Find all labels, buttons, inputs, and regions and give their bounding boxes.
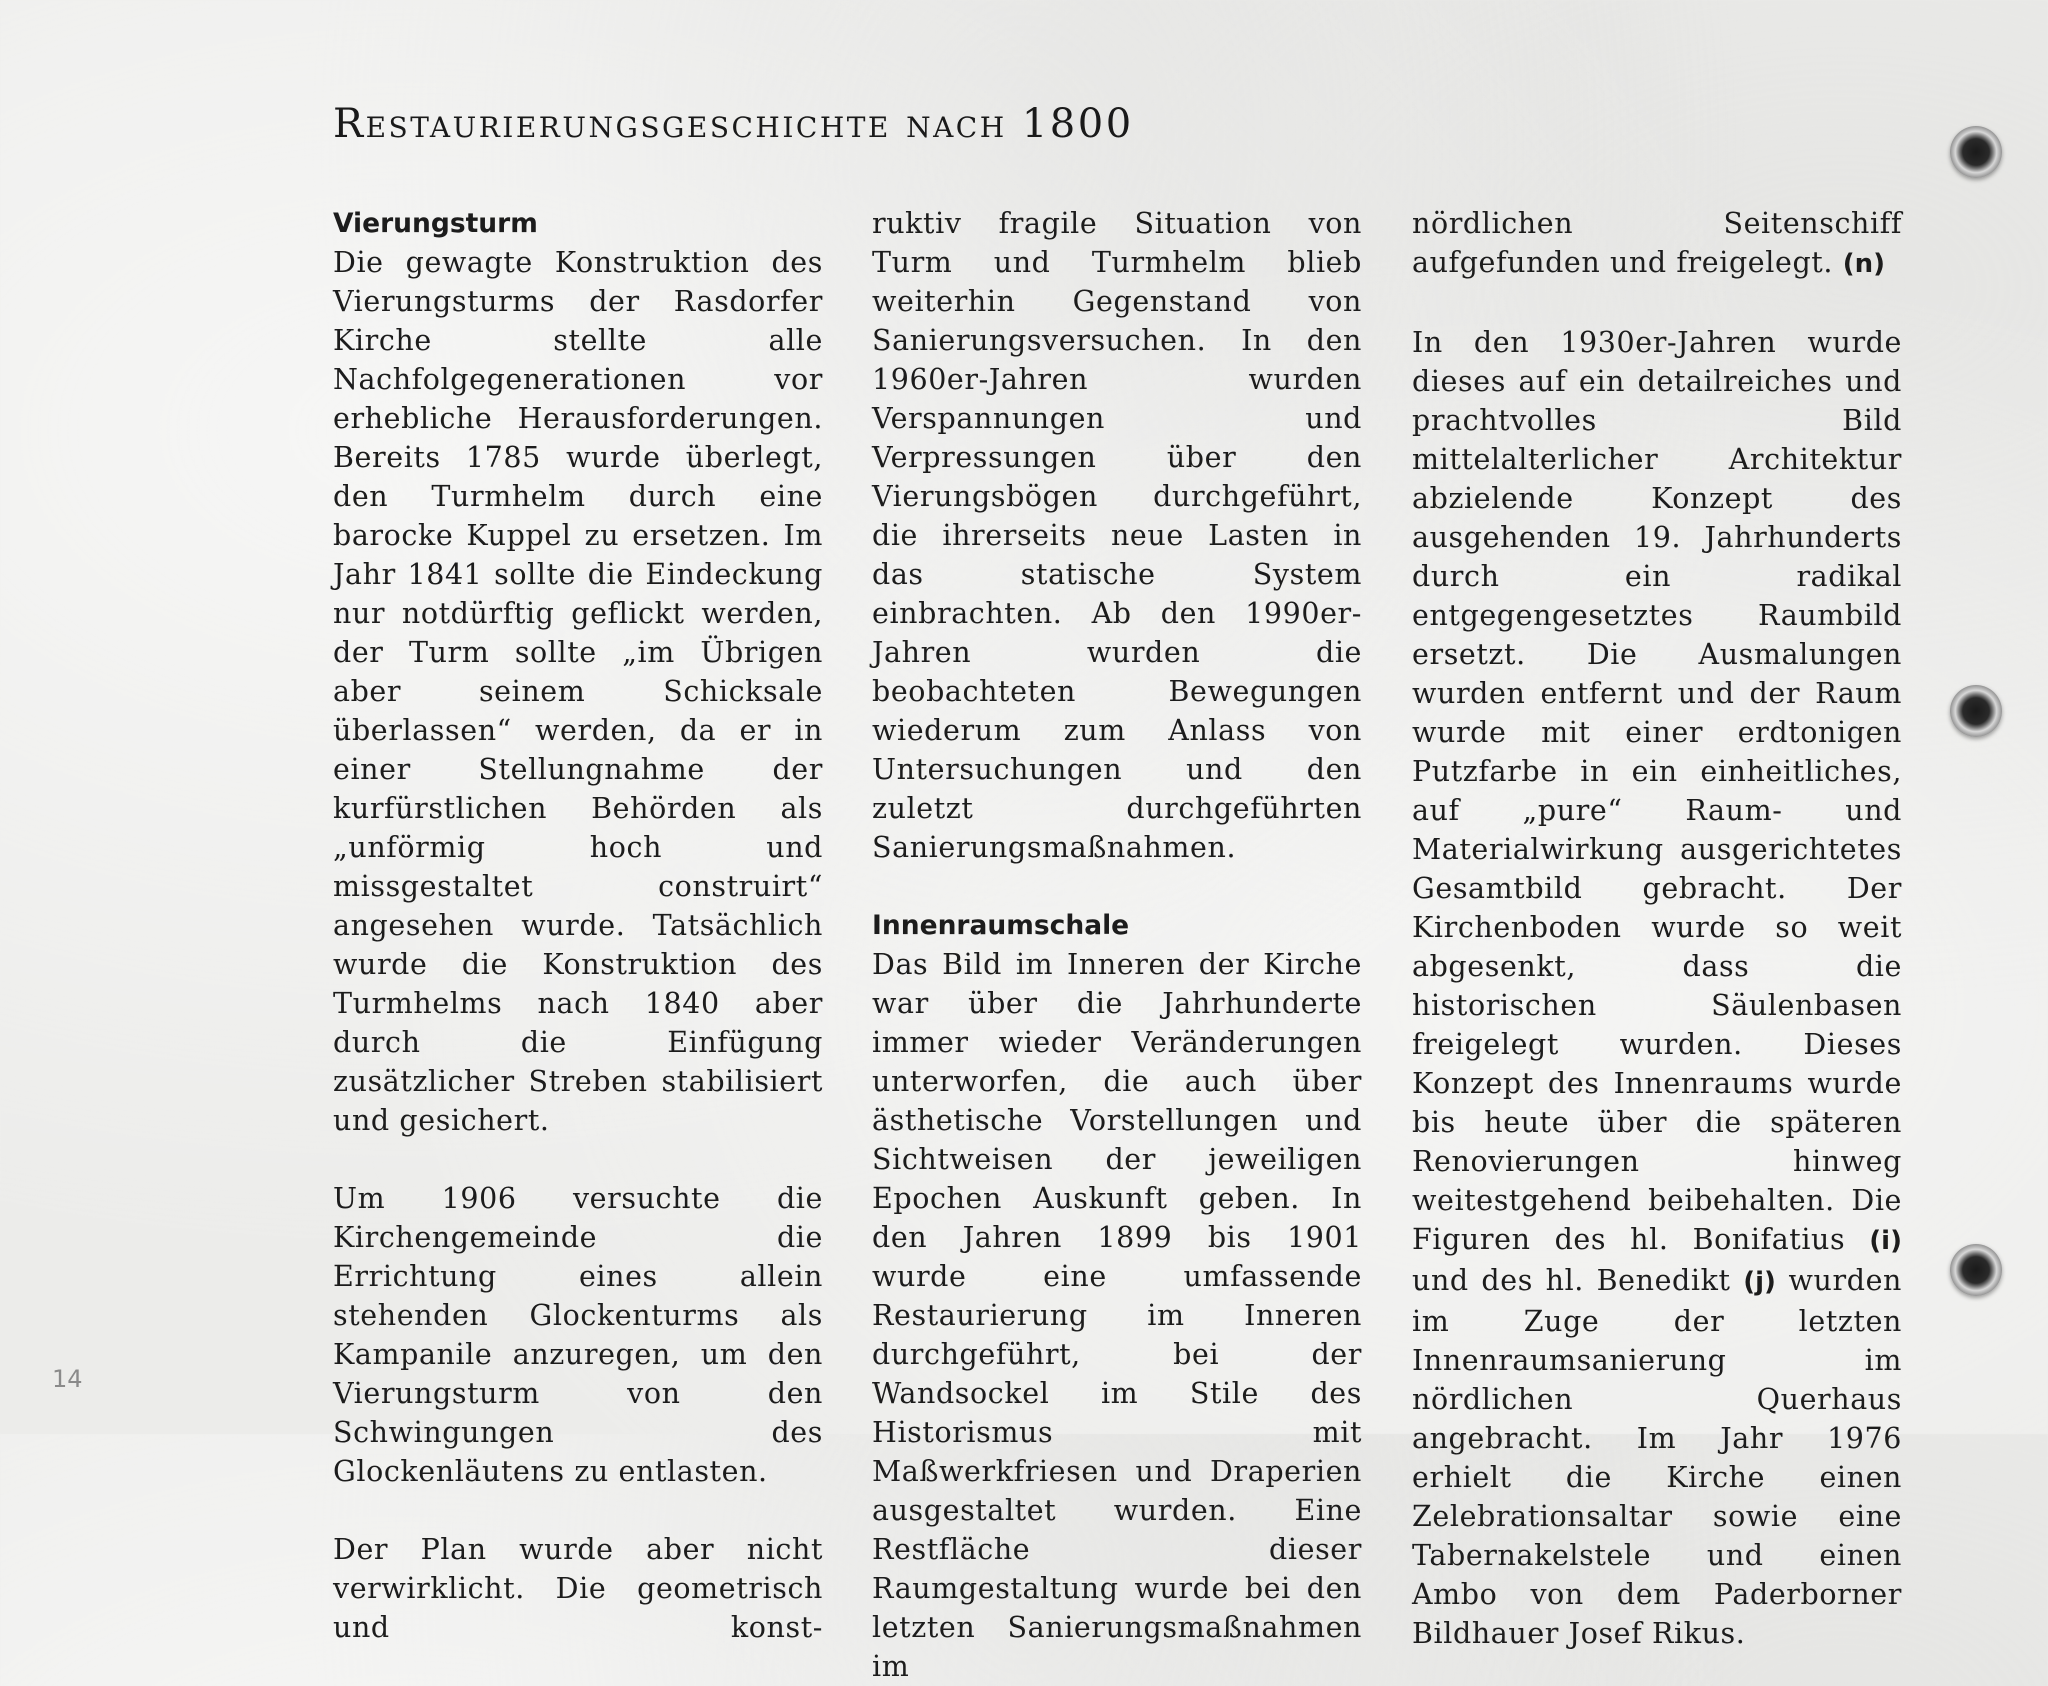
paragraph: ruktiv fragile Situation von Turm und Turmhelm blieb weiterhin Gegenstand von Sanierungsversuchen. In den 1960er-Jahren wurden Verspannungen und Verpressungen über den Vierungsbögen durchgeführt, die ihrerseits neue Lasten in das statische System einbrachten. Ab den 1990er-Jahren wurden die beobachteten Bewegungen wiederum zum Anlass von Untersuchungen und den zuletzt durchgeführten Sanierungsmaßnahmen.	[872, 207, 1362, 864]
binder-hole-icon	[1950, 126, 2002, 178]
paragraph-text: wurden im Zuge der letzten Innenraumsanierung im nördlichen Querhaus angebracht. Im Jahr 1976 erhielt die Kirche einen Zelebrationsaltar sowie eine Tabernakelstele und einen Ambo von dem Paderborner Bildhauer Josef Rikus.	[1412, 1264, 1902, 1650]
page-title: Restaurierungsgeschichte nach 1800	[333, 101, 1134, 147]
text-column-2	[872, 204, 1362, 1686]
paragraph: Der Plan wurde aber nicht verwirklicht. Die geometrisch und konst-	[333, 1533, 823, 1644]
paragraph-text: In den 1930er-Jahren wurde dieses auf ein detailreiches und prachtvolles Bild mittelalterlicher Architektur abzielende Konzept des ausgehenden 19. Jahrhunderts durch ein radikal entgegengesetztes Raumbild ersetzt. Die Ausmalungen wurden entfernt und der Raum wurde mit einer erdtonigen Putzfarbe in ein einheitliches, auf „pure“ Raum- und Materialwirkung ausgerichtetes Gesamtbild gebracht. Der Kirchenboden wurde so weit abgesenkt, dass die historischen Säulenbasen freigelegt wurden. Dieses Konzept des Innenraums wurde bis heute über die späteren Renovierungen hinweg weitestgehend beibehalten. Die Figuren des hl. Bonifatius	[1412, 326, 1902, 1256]
section-heading-vierungsturm: Vierungsturm	[333, 208, 538, 239]
paragraph-text: nördlichen Seitenschiff aufgefunden und freigelegt.	[1412, 207, 1902, 279]
paragraph: Um 1906 versuchte die Kirchengemeinde die Errichtung eines allein stehenden Glockenturms als Kampanile anzuregen, um den Vierungsturm von den Schwingungen des Glockenläutens zu entlasten.	[333, 1182, 823, 1488]
binder-hole-icon	[1950, 685, 2002, 737]
paragraph	[1412, 323, 1902, 1653]
paragraph: Die gewagte Konstruktion des Vierungsturms der Rasdorfer Kirche stellte alle Nachfolgegenerationen vor erhebliche Herausforderungen. Bereits 1785 wurde überlegt, den Turmhelm durch eine barocke Kuppel zu ersetzen. Im Jahr 1841 sollte die Eindeckung nur notdürftig geflickt werden, der Turm sollte „im Übrigen aber seinem Schicksale überlassen“ werden, da er in einer Stellungnahme der kurfürstlichen Behörden als „unförmig hoch und missgestaltet construirt“ angesehen wurde. Tatsächlich wurde die Konstruktion des Turmhelms nach 1840 aber durch die Einfügung zusätzlicher Streben stabilisiert und gesichert.	[333, 246, 823, 1137]
paragraph: Das Bild im Inneren der Kirche war über die Jahrhunderte immer wieder Veränderungen unterworfen, die auch über ästhetische Vorstellungen und Sichtweisen der jeweiligen Epochen Auskunft geben. In den Jahren 1899 bis 1901 wurde eine umfassende Restaurierung im Inneren durchgeführt, bei der Wandsockel im Stile des Historismus mit Maßwerkfriesen und Draperien ausgestaltet wurden. Eine Restfläche dieser Raumgestaltung wurde bei den letzten Sanierungsmaßnahmen im	[872, 948, 1362, 1683]
figure-reference-i: (i)	[1869, 1226, 1902, 1256]
paragraph-text: und des hl. Benedikt	[1412, 1264, 1731, 1297]
page-number: 14	[52, 1365, 83, 1393]
text-column-1	[333, 204, 823, 1647]
figure-reference-n: (n)	[1842, 249, 1885, 279]
text-column-3	[1412, 204, 1902, 1653]
paragraph	[1412, 204, 1902, 284]
section-heading-innenraumschale: Innenraumschale	[872, 910, 1130, 941]
binder-hole-icon	[1950, 1244, 2002, 1296]
figure-reference-j: (j)	[1743, 1267, 1776, 1297]
